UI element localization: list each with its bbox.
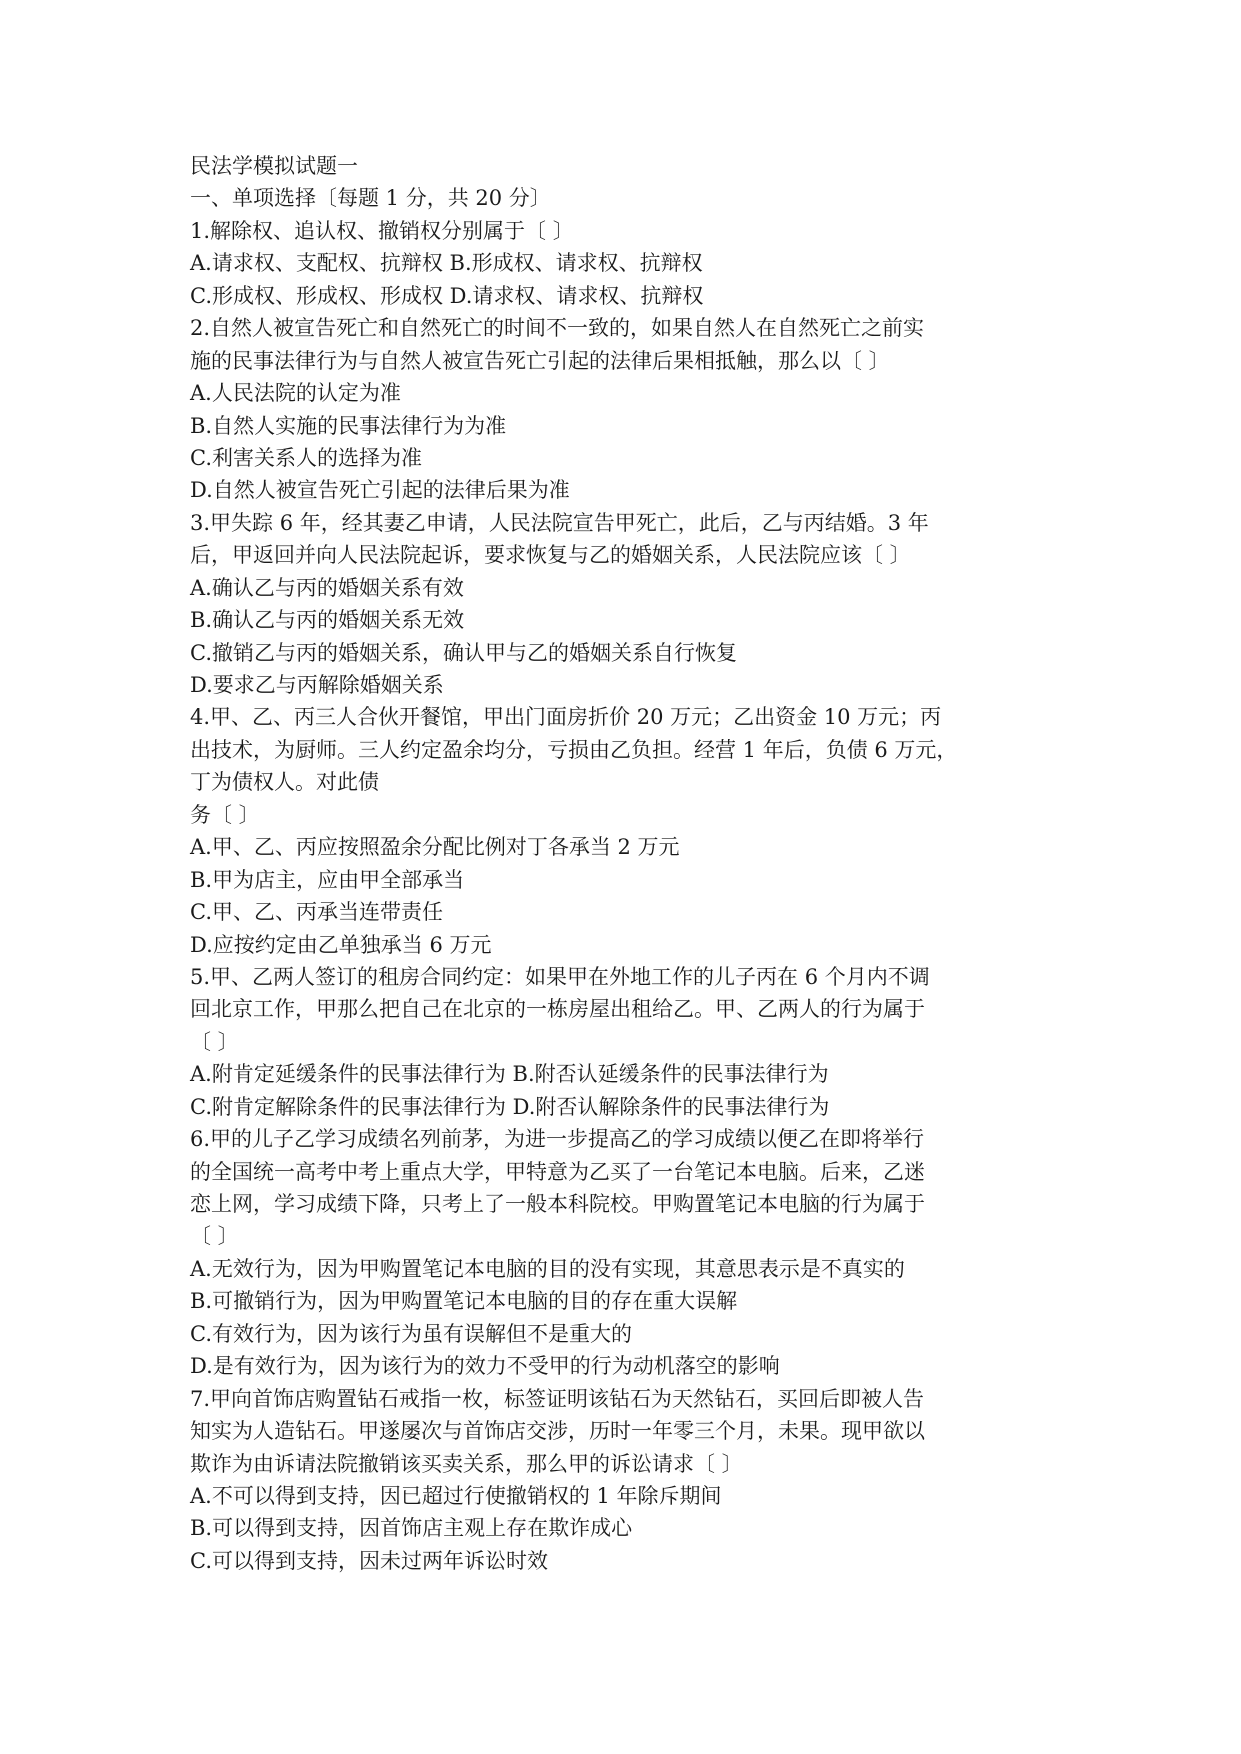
text-line: D.自然人被宣告死亡引起的法律后果为准 <box>190 478 570 503</box>
text-line: B.甲为店主，应由甲全部承当 <box>190 867 465 892</box>
text-line: B.确认乙与丙的婚姻关系无效 <box>190 608 465 633</box>
text-line: A.不可以得到支持，因已超过行使撤销权的 1 年除斥期间 <box>190 1483 722 1508</box>
text-line: A.附肯定延缓条件的民事法律行为 B.附否认延缓条件的民事法律行为 <box>190 1062 829 1087</box>
text-line: 恋上网，学习成绩下降，只考上了一般本科院校。甲购置笔记本电脑的行为属于 <box>190 1192 925 1216</box>
text-line: 丁为债权人。对此债 <box>190 770 379 795</box>
text-line: B.可以得到支持，因首饰店主观上存在欺诈成心 <box>190 1516 633 1541</box>
text-line: A.无效行为，因为甲购置笔记本电脑的目的没有实现，其意思表示是不真实的 <box>190 1256 905 1281</box>
text-line: 后，甲返回并向人民法院起诉，要求恢复与乙的婚姻关系，人民法院应该〔 〕 <box>190 543 911 568</box>
text-line: C.有效行为，因为该行为虽有误解但不是重大的 <box>190 1321 632 1346</box>
section-heading: 一、单项选择〔每题 1 分，共 20 分〕 <box>190 186 551 211</box>
text-line: 务〔 〕 <box>190 802 260 827</box>
text-line: 〔 〕 <box>190 1224 239 1249</box>
document-title: 民法学模拟试题一 <box>190 154 358 178</box>
text-line: 〔 〕 <box>190 1029 239 1054</box>
text-line: 出技术，为厨师。三人约定盈余均分，亏损由乙负担。经营 1 年后，负债 6 万元， <box>190 737 958 762</box>
text-line: C.附肯定解除条件的民事法律行为 D.附否认解除条件的民事法律行为 <box>190 1094 830 1119</box>
text-line: C.形成权、形成权、形成权 D.请求权、请求权、抗辩权 <box>190 283 704 308</box>
text-line: 4.甲、乙、丙三人合伙开餐馆，甲出门面房折价 20 万元；乙出资金 10 万元；丙 <box>190 705 942 730</box>
text-line: B.自然人实施的民事法律行为为准 <box>190 413 507 438</box>
text-line: C.利害关系人的选择为准 <box>190 445 422 470</box>
text-line: 7.甲向首饰店购置钻石戒指一枚，标签证明该钻石为天然钻石，买回后即被人告 <box>190 1386 925 1411</box>
text-line: B.可撤销行为，因为甲购置笔记本电脑的目的存在重大误解 <box>190 1289 738 1314</box>
text-line: 回北京工作，甲那么把自己在北京的一栋房屋出租给乙。甲、乙两人的行为属于 <box>190 997 925 1022</box>
text-line: 6.甲的儿子乙学习成绩名列前茅，为进一步提高乙的学习成绩以便乙在即将举行 <box>190 1127 925 1152</box>
text-line: A.甲、乙、丙应按照盈余分配比例对丁各承当 2 万元 <box>190 835 680 860</box>
text-line: A.人民法院的认定为准 <box>190 381 401 406</box>
text-line: D.是有效行为，因为该行为的效力不受甲的行为动机落空的影响 <box>190 1354 780 1379</box>
text-line: D.应按约定由乙单独承当 6 万元 <box>190 932 492 957</box>
text-line: 2.自然人被宣告死亡和自然死亡的时间不一致的，如果自然人在自然死亡之前实 <box>190 316 925 341</box>
document-body <box>190 150 1090 1577</box>
text-line: 3.甲失踪 6 年，经其妻乙申请，人民法院宣告甲死亡，此后，乙与丙结婚。3 年 <box>190 510 929 535</box>
text-line: A.确认乙与丙的婚姻关系有效 <box>190 575 464 600</box>
text-line: C.撤销乙与丙的婚姻关系，确认甲与乙的婚姻关系自行恢复 <box>190 640 737 665</box>
text-line: 1.解除权、追认权、撤销权分别属于〔 〕 <box>190 218 574 243</box>
text-line: A.请求权、支配权、抗辩权 B.形成权、请求权、抗辩权 <box>190 251 703 276</box>
text-line: 5.甲、乙两人签订的租房合同约定：如果甲在外地工作的儿子丙在 6 个月内不调 <box>190 964 930 989</box>
text-line: C.可以得到支持，因未过两年诉讼时效 <box>190 1548 548 1573</box>
text-line: 施的民事法律行为与自然人被宣告死亡引起的法律后果相抵触，那么以〔 〕 <box>190 348 890 373</box>
text-line: 的全国统一高考中考上重点大学，甲特意为乙买了一台笔记本电脑。后来，乙迷 <box>190 1159 925 1184</box>
text-line: C.甲、乙、丙承当连带责任 <box>190 900 443 925</box>
text-line: D.要求乙与丙解除婚姻关系 <box>190 673 444 697</box>
text-line: 欺诈为由诉请法院撤销该买卖关系，那么甲的诉讼请求〔 〕 <box>190 1451 743 1476</box>
text-line: 知实为人造钻石。甲遂屡次与首饰店交涉，历时一年零三个月，未果。现甲欲以 <box>190 1419 925 1444</box>
